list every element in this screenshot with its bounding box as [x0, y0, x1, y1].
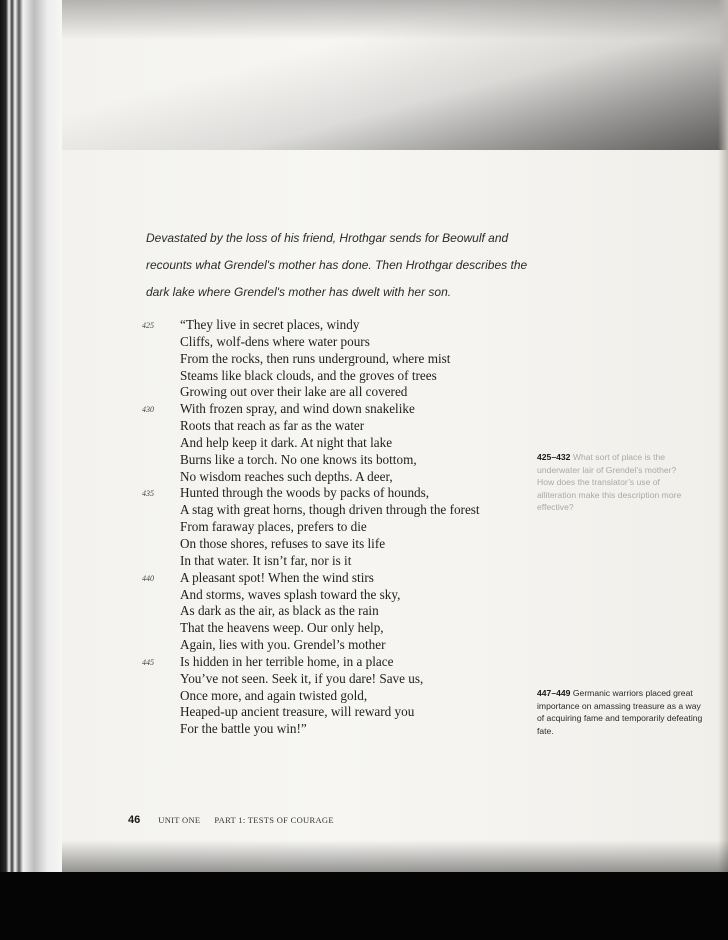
- poem-line-text: In that water. It isn’t far, nor is it: [180, 552, 352, 568]
- poem-line: [142, 569, 480, 587]
- poem-line-text: From the rocks, then runs underground, where mist: [180, 350, 451, 366]
- poem-line-text: Hunted through the woods by packs of hounds,: [180, 485, 430, 501]
- top-scan-shadow: [62, 0, 728, 40]
- poem-line-text: From faraway places, prefers to die: [180, 519, 367, 535]
- intro-line: Devastated by the loss of his friend, Hrothgar sends for Beowulf and: [146, 231, 509, 245]
- note-line-ref: 447–449: [537, 688, 571, 698]
- poem-line: [180, 587, 480, 604]
- poem-line: [180, 418, 480, 435]
- page-number: 46: [128, 814, 141, 826]
- poem-line: [142, 317, 480, 334]
- part-label: PART 1: TESTS OF COURAGE: [214, 815, 334, 825]
- poem-line: [180, 620, 480, 637]
- scanner-bed: [0, 872, 728, 940]
- poem-line-text: And help keep it dark. At night that lake: [180, 434, 393, 450]
- poem-line-text: No wisdom reaches such depths. A deer,: [180, 468, 393, 484]
- line-number: 425: [142, 321, 154, 330]
- poem-line-text: For the battle you win!”: [180, 721, 307, 737]
- poem-line: [180, 637, 480, 654]
- poem-line-text: And storms, waves splash toward the sky,: [180, 586, 401, 602]
- poem-line: [180, 519, 480, 536]
- line-number: 445: [142, 657, 154, 667]
- poem-line-text: Is hidden in her terrible home, in a place: [180, 653, 394, 669]
- poem-line: [180, 384, 480, 401]
- note-line-ref: 425–432: [537, 452, 571, 462]
- book-binding: [0, 0, 62, 872]
- poem-line-text: Cliffs, wolf-dens where water pours: [180, 333, 370, 349]
- poem-line: [180, 452, 480, 469]
- note-text: What sort of place is the underwater lair of Grendel’s mother? How does the translator’s use of alliteration make this description more effective?: [537, 452, 682, 513]
- line-number: 435: [142, 489, 154, 499]
- poem-line: [142, 401, 480, 418]
- intro-line: recounts what Grendel's mother has done. Then Hrothgar describes the: [146, 258, 528, 272]
- poem-line: [180, 603, 480, 620]
- poem-line-text: A stag with great horns, though driven through the forest: [180, 502, 480, 518]
- page-footer: [128, 810, 334, 828]
- poem-line: [142, 485, 480, 502]
- poem-line-text: Once more, and again twisted gold,: [180, 687, 368, 703]
- poem-line: [180, 502, 480, 519]
- poem-line-text: Burns like a torch. No one knows its bottom,: [180, 451, 417, 467]
- poem-line-text: “They live in secret places, windy: [180, 317, 360, 332]
- poem-line-text: Again, lies with you. Grendel’s mother: [180, 637, 386, 653]
- poem-line-text: With frozen spray, and wind down snakelike: [180, 401, 415, 417]
- poem-line: [180, 469, 480, 486]
- poem-text: [142, 317, 480, 738]
- poem-line: [180, 334, 480, 351]
- poem-line-text: Steams like black clouds, and the groves of trees: [180, 367, 437, 383]
- poem-line-text: On those shores, refuses to save its life: [180, 535, 386, 551]
- page-edge: [718, 0, 728, 872]
- intro-text: [146, 225, 566, 306]
- poem-line: [180, 351, 480, 368]
- poem-line: [142, 653, 480, 671]
- poem-line-text: Growing out over their lake are all covered: [180, 384, 408, 400]
- poem-line-text: Roots that reach as far as the water: [180, 418, 365, 434]
- poem-line: [180, 721, 480, 738]
- poem-line-text: You’ve not seen. Seek it, if you dare! Save us,: [180, 670, 424, 686]
- poem-line: [180, 536, 480, 553]
- poem-line-text: A pleasant spot! When the wind stirs: [180, 569, 374, 585]
- line-number: 440: [142, 573, 154, 583]
- note-text: Germanic warriors placed great importance on amassing treasure as a way of acquiring fame and temporarily defeating fate.: [537, 688, 703, 736]
- line-number: 430: [142, 405, 154, 415]
- poem-line: [180, 368, 480, 385]
- bottom-scan-shadow: [62, 840, 728, 872]
- unit-label: UNIT ONE: [158, 815, 201, 825]
- poem-line-text: As dark as the air, as black as the rain: [180, 603, 379, 619]
- poem-line: [180, 704, 480, 721]
- poem-line: [180, 553, 480, 570]
- intro-line: dark lake where Grendel's mother has dwelt with her son.: [146, 285, 452, 299]
- poem-line-text: That the heavens weep. Our only help,: [180, 620, 384, 636]
- poem-line: [180, 435, 480, 452]
- poem-line-text: Heaped-up ancient treasure, will reward you: [180, 704, 415, 720]
- poem-line: [180, 688, 480, 705]
- side-note-447-449: [537, 687, 707, 737]
- side-note-425-432: [537, 451, 689, 514]
- poem-line: [180, 671, 480, 688]
